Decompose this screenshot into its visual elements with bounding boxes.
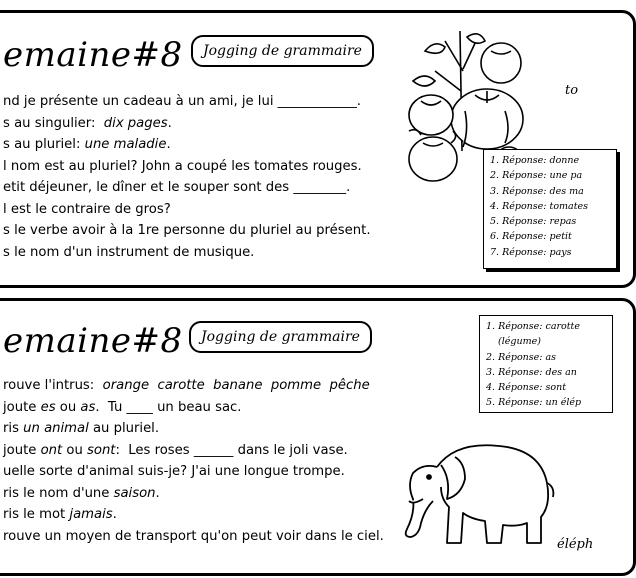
- answer-1-note: (légume): [498, 336, 541, 348]
- question-4: joute ont ou sont: Les roses ______ dans le joli vase.: [3, 442, 348, 458]
- question-8: rouve un moyen de transport qu'on peut voir dans le ciel.: [3, 528, 384, 544]
- question-6: ris le nom d'une saison.: [3, 485, 160, 501]
- answer-5: 5. Réponse: un élép: [486, 397, 582, 409]
- question-3: ris un animal au pluriel.: [3, 421, 160, 436]
- jogging-tag: Jogging de grammaire: [191, 35, 374, 67]
- question-5: etit déjeuner, le dîner et le souper sont des ________.: [3, 180, 351, 195]
- elephant-icon: [397, 427, 557, 547]
- question-4: l nom est au pluriel? John a coupé les tomates rouges.: [3, 158, 362, 174]
- answer-6: 6. Réponse: petit: [490, 231, 572, 243]
- question-7: s le verbe avoir à la 1re personne du pluriel au présent.: [3, 223, 371, 238]
- question-2: s au singulier: dix pages.: [3, 115, 172, 131]
- answer-4: 4. Réponse: sont: [486, 382, 567, 394]
- image-caption: to: [565, 83, 579, 98]
- question-1: nd je présente un cadeau à un ami, je lui ____________.: [3, 94, 362, 109]
- question-8: s le nom d'un instrument de musique.: [3, 244, 255, 260]
- question-2: joute es ou as. Tu ____ un beau sac.: [3, 399, 242, 415]
- answer-1: 1. Réponse: carotte: [486, 321, 580, 332]
- question-3: s au pluriel: une maladie.: [3, 137, 171, 152]
- question-list: [3, 375, 384, 547]
- answer-3: 3. Réponse: des ma: [490, 185, 584, 197]
- answer-2: 2. Réponse: une pa: [490, 170, 583, 182]
- question-1: rouve l'intrus: orange carotte banane pomme pêche: [3, 378, 370, 393]
- question-7: ris le mot jamais.: [3, 507, 117, 522]
- question-6: l est le contraire de gros?: [3, 201, 171, 217]
- worksheet-panel-top: [0, 10, 636, 288]
- answer-box: [479, 315, 613, 413]
- answer-4: 4. Réponse: tomates: [490, 200, 589, 212]
- answer-2: 2. Réponse: as: [486, 351, 557, 363]
- image-caption: éléph: [557, 537, 594, 552]
- answer-5: 5. Réponse: repas: [490, 216, 577, 228]
- answer-1: 1. Réponse: donne: [490, 155, 580, 166]
- question-5: uelle sorte d'animal suis-je? J'ai une longue trompe.: [3, 464, 345, 479]
- answer-3: 3. Réponse: des an: [486, 366, 577, 378]
- page-title: emaine#8: [3, 321, 183, 361]
- answer-box: [483, 149, 617, 269]
- page-title: emaine#8: [3, 35, 183, 75]
- answer-7: 7. Réponse: pays: [490, 246, 572, 258]
- worksheet-panel-bottom: [0, 298, 636, 576]
- jogging-tag: Jogging de grammaire: [189, 321, 372, 353]
- question-list: [3, 91, 371, 263]
